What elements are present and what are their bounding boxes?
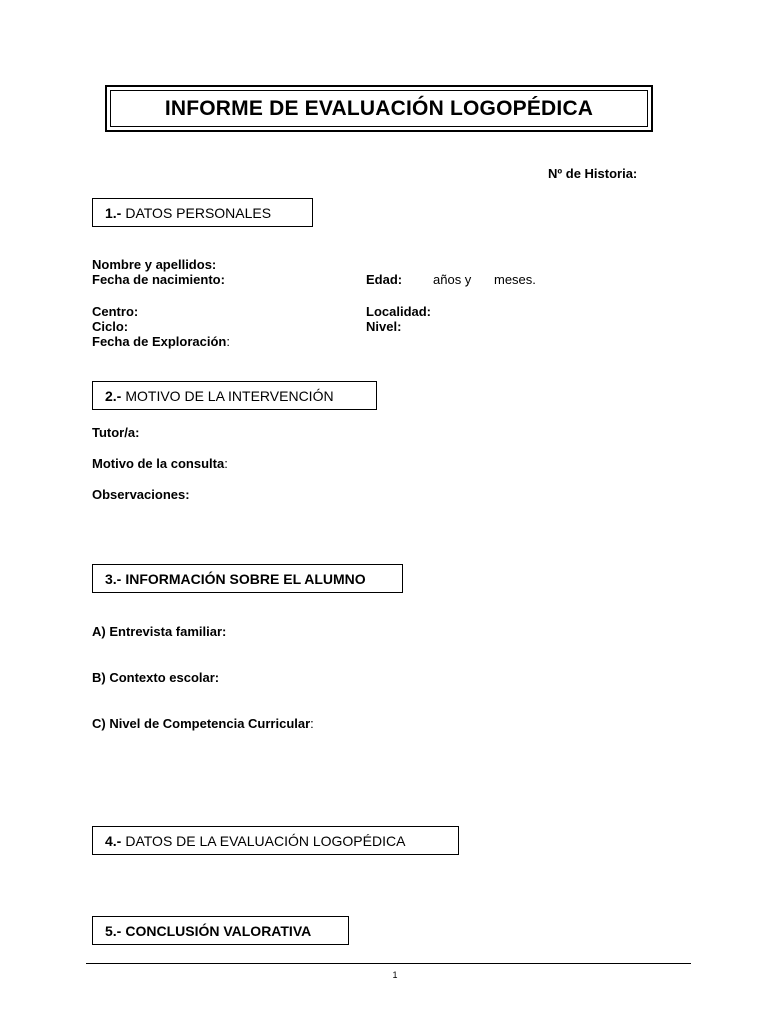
localidad-label: Localidad: — [366, 304, 432, 319]
fecha-exploracion-colon: : — [226, 334, 230, 349]
contexto-escolar-label: B) Contexto escolar: — [92, 670, 220, 685]
section-3-number: 3.- — [105, 570, 122, 587]
title-box — [105, 85, 653, 132]
section-3-heading — [92, 564, 403, 593]
nivel-label: Nivel: — [366, 319, 402, 334]
section-2-heading — [92, 381, 377, 410]
motivo-consulta-text: Motivo de la consulta — [92, 456, 225, 471]
section-1-heading — [92, 198, 313, 227]
ciclo-label: Ciclo: — [92, 319, 129, 334]
section-1-number: 1.- — [105, 204, 122, 221]
edad-label: Edad: — [366, 272, 403, 287]
anos-text: años y — [433, 272, 472, 287]
motivo-consulta-colon: : — [224, 456, 228, 471]
section-3-title: INFORMACIÓN SOBRE EL ALUMNO — [125, 570, 366, 587]
motivo-consulta-label — [92, 456, 228, 471]
meses-text: meses. — [494, 272, 536, 287]
nombre-label: Nombre y apellidos: — [92, 257, 217, 272]
competencia-curricular-text: C) Nivel de Competencia Curricular — [92, 716, 311, 731]
document-title: INFORME DE EVALUACIÓN LOGOPÉDICA — [110, 90, 648, 127]
section-5-heading — [92, 916, 349, 945]
centro-label: Centro: — [92, 304, 139, 319]
section-4-title: DATOS DE LA EVALUACIÓN LOGOPÉDICA — [125, 832, 406, 849]
section-5-number: 5.- — [105, 922, 122, 939]
section-1-title: DATOS PERSONALES — [125, 204, 272, 221]
page-number: 1 — [392, 970, 398, 980]
tutor-label: Tutor/a: — [92, 425, 140, 440]
section-5-title: CONCLUSIÓN VALORATIVA — [125, 922, 312, 939]
section-4-number: 4.- — [105, 832, 122, 849]
fecha-exploracion-text: Fecha de Exploración — [92, 334, 227, 349]
footer-divider — [86, 963, 691, 964]
competencia-curricular-colon: : — [310, 716, 314, 731]
entrevista-familiar-label: A) Entrevista familiar: — [92, 624, 227, 639]
historia-label: Nº de Historia: — [548, 166, 638, 181]
section-2-number: 2.- — [105, 387, 122, 404]
observaciones-label: Observaciones: — [92, 487, 190, 502]
section-4-heading — [92, 826, 459, 855]
fecha-nacimiento-label: Fecha de nacimiento: — [92, 272, 225, 287]
fecha-exploracion-label — [92, 334, 230, 349]
section-2-title: MOTIVO DE LA INTERVENCIÓN — [125, 387, 334, 404]
competencia-curricular-label — [92, 716, 314, 731]
